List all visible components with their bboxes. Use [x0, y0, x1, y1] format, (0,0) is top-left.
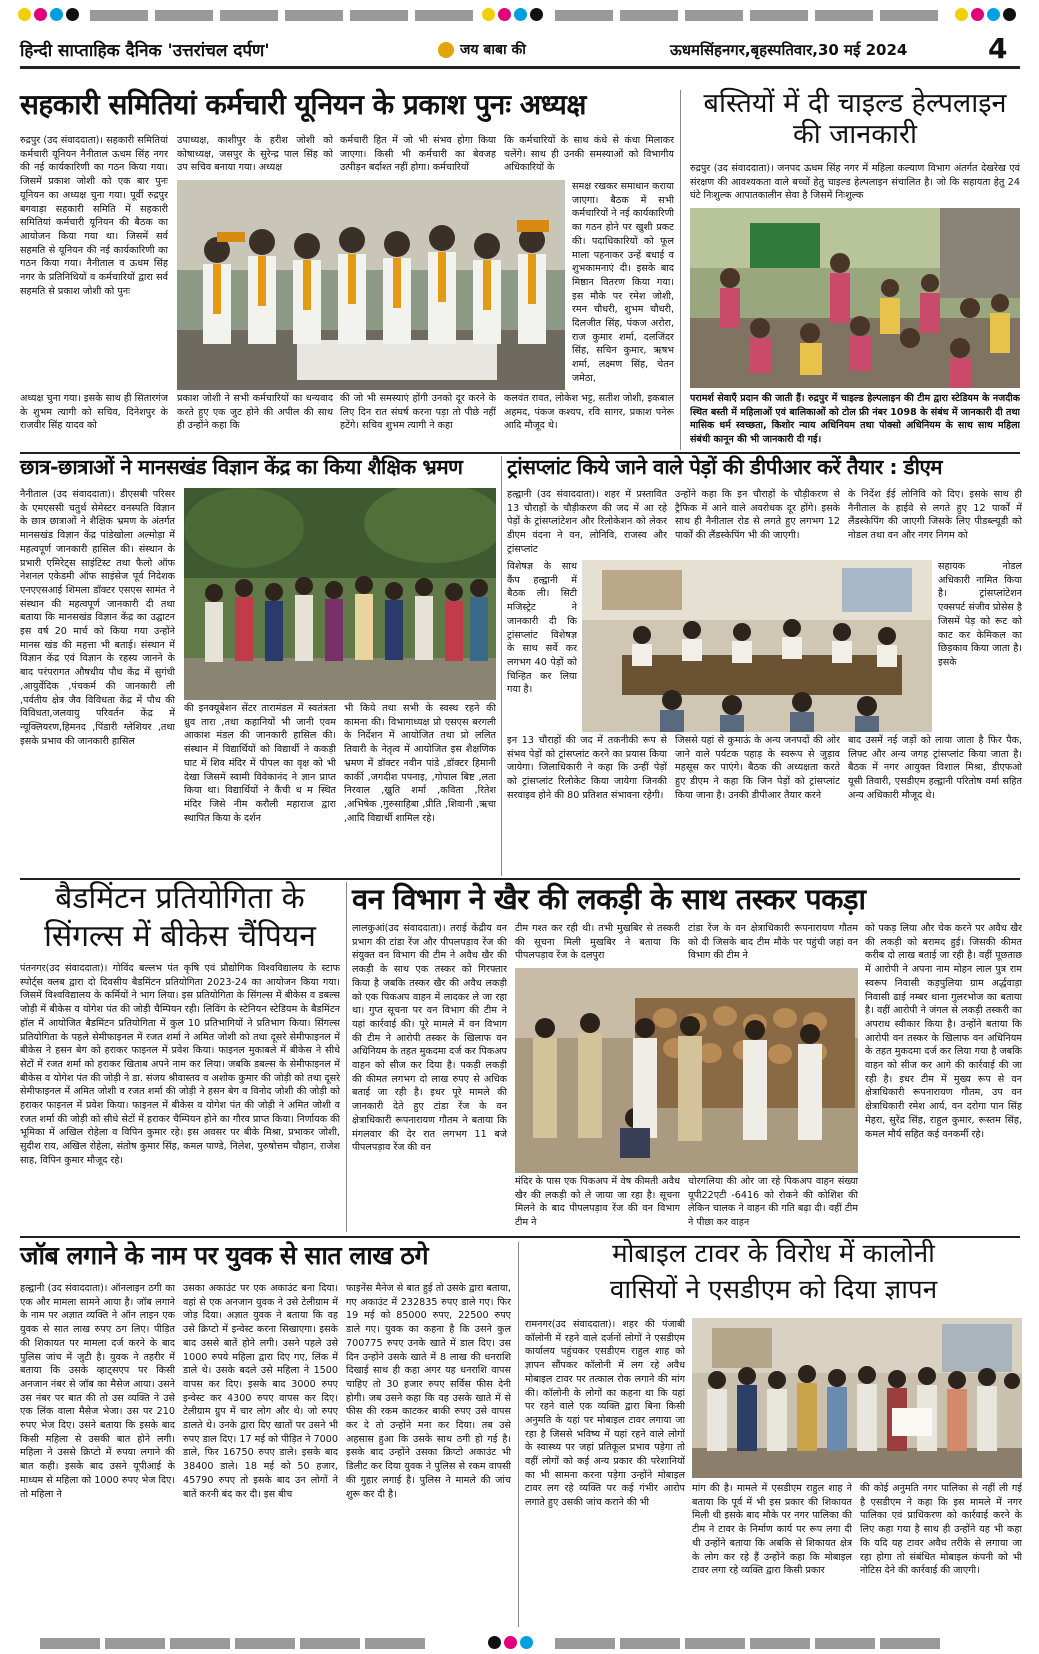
childline-intro: रुद्रपुर (उद संवाददाता)। जनपद ऊधम सिंह नगर में महिला कल्याण विभाग अंतर्गत देखरेख एवं संरक्षण की आवश्यकता वाले बच्चों हेतु चाइल्ड हेल्पलाइन संचालित है। जो कि सहायता हेतु 24 घंटे निःशुल्क आपातकालीन सेवा है जिसमें निःशुल्क	[690, 163, 1020, 202]
dpr-column-3-right: सहायक नोडल अधिकारी नामित किया है। ट्रांसप्लांटेशन एक्सपर्ट संजीव प्रोसेस है जिसमें पेड़ को रूट को काट कर केमिकल का छिड़काव किया जाता है। इसके	[938, 561, 1022, 668]
science-column-2: की इनक्यूबेशन सेंटर तारामंडल में स्वतंत्रता ध्रुव तारा ,तथा कहानियों भी जानी एवम आकाश मंडल की जानकारी हासिल की। संस्थान में विद्यार्थियों को विद्यार्थी ने ककड़ी घाट में शिव मंदिर में पीपल का वृक्ष को भी देखा जिसमें स्वामी विवेकानंद ने ज्ञान प्राप्त किया था। विद्यार्थियों ने कैंची ध म स्थित मंदिर जिसे नीम करौली महाराज द्वारा स्थापित किया के दर्शन	[184, 703, 336, 824]
dpr-column-3-top: के निर्देश ईई लोनिवि को दिए। इसके साथ ही नैनीताल के हाईवे से लगते हुए 12 पार्कों में लैंडस्केपिंग की जाएगी जिसके लिए पीडब्ल्यूडी को नोडल तथा वन और नगर निगम को	[848, 489, 1022, 542]
color-registration-dots-right	[955, 8, 1016, 21]
color-registration-dots-center	[482, 8, 543, 21]
forest-column-2-bottom: मंदिर के पास एक पिकअप में वेष कीमती अवैध खैर की लकड़ी को ले जाया जा रहा है। सूचना मिलने के बाद पीपलपड़ाव रेंज की वन विभाग टीम ने	[515, 1176, 680, 1229]
dpr-meeting-photo	[582, 560, 932, 732]
headline-forest: वन विभाग ने खैर की लकड़ी के साथ तस्कर पकड़ा	[352, 882, 866, 916]
tower-memorandum-photo	[692, 1318, 1022, 1478]
dpr-column-2-top: उन्होंने कहा कि इन चौराहों के चौड़ीकरण से ट्रैफिक में आने वाले अवरोधक दूर होंगे। इसके साथ ही नैनीताल रोड से लगते हुए लगभग 12 पार्कों की लैंडस्केपिंग भी की जाएगी।	[675, 489, 840, 542]
tower-intro: रामनगर(उद संवाददाता)। शहर की पंजाबी कॉलोनी में रहने वाले दर्जनों लोगों ने एसडीएम कार्यालय पहुंचकर एसडीएम राहुल शाह को ज्ञापन सौंपकर कॉलोनी में लग रहे अवैध मोबाइल टावर पर तत्काल रोक लगाने की मांग की। कॉलोनी के लोगों का कहना था कि यहां पर रहने वाले एक व्यक्ति द्वारा बिना किसी अनुमति के यहां पर मोबाइल टावर लगाया जा रहा है जिससे भविष्य में यहां रहने वाले लोगों के स्वास्थ्य पर जहां प्रतिकूल प्रभाव पड़ेगा तो वहीं लोगों को कई अन्य प्रकार की परेशानियों का भी सामना करना पड़ेगा उन्होंने मोबाइल टावर लग रहे व्यक्ति पर कई गंभीर आरोप लगाते हुए उसकी जांच कराने की भी	[525, 1319, 685, 1509]
section-rule	[20, 1236, 1020, 1238]
forest-column-2-top: टीम गश्त कर रही थी। तभी मुखबिर से तस्करी की सूचना मिली मुखबिर ने बताया कि पीपलपड़ाव रेंज के दलपुरा	[515, 923, 680, 962]
section-rule	[20, 878, 1020, 880]
page-number: 4	[988, 32, 1008, 65]
union-column-2-bottom: प्रकाश जोशी ने सभी कर्मचारियों का धन्यवाद करते हुए एक जुट होने की अपील की साथ ही उन्होंने कहा कि	[177, 393, 333, 432]
childline-caption: परामर्श सेवाएँ प्रदान की जाती हैं। रुद्रपुर में चाइल्ड हेल्पलाइन की टीम द्वारा स्टेडियम के नजदीक स्थित बस्ती में महिलाओं एवं बालिकाओं को टोल फ्री नंबर 1098 के संबंध में जानकारी दी तथा मासिक धर्म स्वच्छता, किशोर न्याय अधिनियम तथा पोक्सो अधिनियम के साथ साथ महिला संबंधी कानून की भी जानकारी दी गई।	[690, 393, 1020, 445]
color-registration-dots-left	[18, 8, 79, 21]
childline-awareness-photo	[690, 208, 1020, 388]
union-column-4-right: समक्ष रखकर समाधान कराया जाएगा। बैठक में सभी कर्मचारियों ने नई कार्यकारिणी का गठन होने पर खुशी प्रकट की। पदाधिकारियों को फूल माला पहनाकर उन्हें बधाई व शुभकामनाएं दी। इसके बाद मिष्ठान वितरण किया गया। इस मौके पर रमेश जोशी, रमन चौधरी, शुभम चौधरी, दिलजीत सिंह, पंकज अरोरा, राज कुमार शर्मा, दलजिंदर सिंह, सचिन कुमार, ऋषभ शर्मा, लक्ष्मण सिंह, चेतन जमेठा,	[572, 181, 674, 384]
headline-science: छात्र-छात्राओं ने मानसखंड विज्ञान केंद्र का किया शैक्षिक भ्रमण	[20, 455, 463, 479]
tower-column-3: की कोई अनुमति नगर पालिका से नहीं ली गई है एसडीएम ने कहा कि इस मामले में नगर पालिका एवं प्राधिकरण को कार्रवाई करने के लिए कहा गया है साथ ही उन्होंने यह भी कहा कि यदि यह टावर अवैध तरीके से लगाया जा रहा होगा तो संबंधित मोबाइल कंपनी को भी नोटिस देने की कार्रवाई की जाएगी।	[860, 1483, 1022, 1577]
union-column-1-bottom: अध्यक्ष चुना गया। इसके साथ ही सितारगंज के शुभम त्यागी को सचिव, दिनेशपुर के राजवीर सिंह यादव को	[20, 393, 168, 432]
science-students-photo	[184, 488, 496, 700]
print-registration-strip	[0, 0, 1039, 30]
dpr-column-1-bottom: इन 13 चौराहों की जद में तकनीकी रूप से संभव पेड़ों को ट्रांसप्लांट करने का प्रयास किया जायेगा। जिलाधिकारी ने कहा कि उन्हीं पेड़ों को ट्रांसप्लांट रिलोकेट किया जायेगा जिनकी सरवाइव होने की 80 प्रतिशत संभावना रहेगी।	[507, 735, 667, 801]
fraud-column-1: हल्द्वानी (उद संवाददाता)। ऑनलाइन ठगी का एक और मामला सामने आया है। जॉब लगाने के नाम पर अज्ञात व्यक्ति ने ऑन लाइन एक युवक से सात लाख रुपए ठग लिए। पीड़ित की शिकायत पर मामला दर्ज करने के बाद पुलिस जांच में जुटी है। युवक ने तहरीर में बताया कि उसके व्हाट्सएप पर किसी अनजान नंबर से जॉब का मैसेज आया। उसने उस नंबर पर बात की तो उस व्यक्ति ने उसे एक लिंक वाला मैसेज भेजा। उस पर 210 रुपए भेज दिए। उसने बताया कि इसके बाद किसी महिला से उसकी बात होने लगी। महिला ने उससे क्रिप्टो में रुपया लगाने की बात कही। इसके बाद उसने यूपीआई के माध्यम से महिला को 1000 रुपए भेज दिए। तो महिला ने	[20, 1283, 175, 1500]
dpr-column-3-bottom: बाद उसमें नई जड़ों को लाया जाता है फिर पैक, लिफ्ट और अन्य जगह ट्रांसप्लांट किया जाता है। बैठक में नगर आयुक्त विशाल मिश्रा, डीएफओ यूसी तिवारी, एसडीएम हल्द्वानी परितोष वर्मा सहित अन्य अधिकारी मौजूद थे।	[848, 735, 1022, 801]
section-rule	[20, 452, 1020, 454]
headline-tower-line-2: वासियों ने एसडीएम को दिया ज्ञापन	[609, 1275, 938, 1305]
headline-childline: बस्तियों में दी चाइल्ड हेल्पलाइन की जानकारी	[703, 88, 1007, 151]
union-group-photo	[177, 180, 565, 390]
dpr-column-1-left: विशेषज्ञ के साथ कैंप हल्द्वानी में बैठक ली। सिटी मजिस्ट्रेट ने जानकारी दी कि ट्रांसप्लांट विशेषज्ञ के साथ सर्वे कर लगभग 40 पेड़ों को चिन्हित कर लिया गया है।	[507, 561, 577, 696]
forest-column-4: को पकड़ लिया और चेक करने पर अवैध खैर की लकड़ी को बरामद हुई। जिसकी कीमत करीब दो लाख बताई जा रही है। वहीं पूछताछ में आरोपी ने अपना नाम मोहन लाल पुत्र राम स्वरूप निवासी कड़पुलिया ग्राम अर्द्धवाड़ा निवासी ढाई नम्बर थाना गुलरभोज का बताया है। वहीं आरोपी ने जंगल से लकड़ी तस्करी का अपराध स्वीकार किया है। उन्होंने बताया कि आरोपी वन तस्कर के खिलाफ वन अधिनियम के तहत मुकदमा दर्ज कर लिया गया है जबकि वाहन को सीज कर आगे की कार्रवाई की जा रही है। इधर टीम में मुख्य रूप से वन क्षेत्राधिकारी रूपनारायण गौतम, उप वन क्षेत्राधिकारी रमेश आर्य, वन दरोगा पान सिंह मेहरा, सुरेंद्र सिंह, राहुल कुमार, रूस्तम सिंह, कमल मौर्य सहित कई वनकर्मी रहे।	[865, 923, 1022, 1140]
headline-fraud: जॉब लगाने के नाम पर युवक से सात लाख ठगे	[20, 1241, 429, 1270]
sun-emblem-icon	[438, 42, 454, 58]
headline-badminton-line-1: बैडमिंटन प्रतियोगिता के	[55, 881, 305, 916]
headline-dpr: ट्रांसप्लांट किये जाने वाले पेड़ों की डीपीआर करें तैयार : डीएम	[507, 455, 943, 479]
column-divider	[680, 90, 681, 450]
forest-column-3-top: टांडा रेंज के वन क्षेत्राधिकारी रूपनारायण गौतम को दी जिसके बाद टीम मौके पर पहुंची जहां वन विभाग की टीम ने	[688, 923, 858, 962]
masthead-slogan: जय बाबा की	[460, 42, 526, 58]
science-column-1: नैनीताल (उद संवाददाता)। डीएसबी परिसर के एमएससी चतुर्थ सेमेस्टर वनस्पति विज्ञान के छात्र छात्राओं ने शैक्षिक भ्रमण के अंतर्गत मानसखंड विज्ञान केंद्र पांडेखोला अल्मोड़ा में महत्वपूर्ण जानकारी हासिल की। संस्थान के प्रभारी एमिरेट्स साइंटिस्ट तथा फैलो ऑफ नेशनल एकेडमी ऑफ साइंसेज पूर्व निदेशक एनएएसआई शिमला डॉक्टर एसएस सामंत ने संस्थान की महत्वपूर्ण जानकारी दी तथा बताया कि मानसखंड विज्ञान केंद्र का उद्घाटन इस वर्ष 20 मार्च को किया गया उन्होंने मानस खंड की महत्ता भी बताई। संस्थान में विज्ञान केंद्र एवं विज्ञान के रहस्य जानने के बाद परंपरागत औषधीय पौध केंद्र में सुगंधी ,आयुर्वेदिक ,पंचकर्म की जानकारी ली ,पर्वतीय क्षेत्र जैव विविधता केंद्र में पौध की विविधता,जलवायु परिवर्तन केंद्र में न्यूक्लियरण,हिमनद ,पिंडारी ग्लेशियर ,तथा इसके प्रभाव की जानकारी हासिल	[20, 489, 175, 747]
color-registration-dots-bottom	[488, 1636, 533, 1649]
union-column-3-bottom: की जो भी समस्याएं होंगी उनको दूर करने के लिए दिन रात संघर्ष करना पड़ा तो पीछे नहीं हटेंगे। सचिव शुभम त्यागी ने कहा	[340, 393, 496, 432]
page-masthead	[20, 34, 1020, 69]
forest-seized-wood-photo	[515, 968, 858, 1173]
union-column-4-top: कि कर्मचारियों के साथ कंधे से कंधा मिलाकर चलेंगे। साथ ही उनकी समस्याओं को विभागीय अधिकारियों के	[504, 135, 674, 174]
headline-tower-line-1: मोबाइल टावर के विरोध में कालोनी	[612, 1239, 935, 1269]
union-column-1: रुद्रपुर (उद संवाददाता)। सहकारी समितियां कर्मचारी यूनियन नैनीताल ऊधम सिंह नगर की नई कार्यकारिणी का गठन किया गया। जिसमें प्रकाश जोशी को एक बार पुनः यूनियन का अध्यक्ष चुना गया। पूर्वी रुद्रपुर बगवाड़ा सहकारी समिति में सहकारी समितियां कर्मचारी यूनियन की बैठक का आयोजन किया गया था। जिसमें सर्व सहमति से यूनियन की नई कार्यकारिणी का गठन किया गया। नैनीताल व ऊधम सिंह नगर के प्रतिनिधियों व कर्मचारियों द्वारा सर्व सहमति से प्रकाश जोशी को पुनः	[20, 135, 168, 297]
dpr-column-2-bottom: जिससे यहां से कुमाऊं के अन्य जनपदों की ओर जाने वाले पर्यटक पहाड़ के स्वरूप से जुड़ाव महसूस कर पाएंगे। बैठक की अध्यक्षता करते हुए डीएम ने कहा कि जिन पेड़ों को ट्रांसप्लांट किया जाना है। उनकी डीपीआर तैयार करने	[675, 735, 840, 801]
union-column-4-bottom: कलवंत रावत, लोकेश भट्ट, सतीश जोशी, इकबाल अहमद, पंकज कश्यप, रवि सागर, प्रकाश पनेरू आदि मौजूद थे।	[504, 393, 674, 432]
column-divider	[346, 882, 347, 1232]
badminton-body: पंतनगर(उद संवाददाता)। गोविंद बल्लभ पंत कृषि एवं प्रौद्योगिक विश्वविद्यालय के स्टाफ स्पोर्ट्स क्लब द्वारा दो दिवसीय बैडमिंटन प्रतियोगिता 2023-24 का आयोजन किया गया। जिसमें विश्वविद्यालय के कर्मियों ने भाग लिया। इस प्रतियोगिता के सिंगल्स में बीकेस व डबल्स जोड़ी में बीकेस व योगेश पंत की जोड़ी चैम्पियन रही। लिविंग के स्टेनियन स्टेडियम के बैडमिंटन हॉल में आयोजित बैडमिंटन प्रतियोगिता में कुल 10 प्रतिभागियों ने प्रतिभाग किया। सिंगल्स प्रतियोगिता के पहले सेमीफाइनल में रजत शर्मा ने अमित जोशी को तथा दूसरे सेमीफाइनल में बीकेस ने हसन बेग को हराकर फाइनल में प्रवेश किया। फाइनल मुकाबले में बीकेस ने सीधे सेटों में रजत शर्मा को हराकर खिताब अपने नाम कर लिया। जबकि डबल्स के सेमीफाइनल में बीकेस व योगेश पंत की जोड़ी ने डा. संजय श्रीवास्तव व अशोक कुमार की जोड़ी को तथा दूसरे सेमीफाइनल में अमित जोशी व रजत शर्मा की जोड़ी ने हसन बेग व विनोद जोशी की जोड़ी को हराकर फाइनल में प्रवेश किया। फाइनल में बीकेस व योगेश पंत की जोड़ी ने अमित जोशी व रजत शर्मा की जोड़ी को सीधे सेटों में हराकर चैम्पियन होने का गौरव प्राप्त किया। निर्णायक की भूमिका में अखिल रोहेला व विपिन कुमार रहे। इस अवसर पर बीके मिश्रा, प्रभाकर जोशी, सुदीश राय, अखिल रोहेला, संतोष कुमार सिंह, कमल पाण्डे, निलेश, पुरुषोत्तम चौहान, राजेश साह, विपिन कुमार मौजूद रहे।	[20, 963, 340, 1166]
print-footer-strip	[0, 1632, 1039, 1654]
headline-badminton-line-2: सिंगल्स में बीकेस चैंपियन	[44, 919, 316, 954]
forest-column-1: लालकुआं(उद संवाददाता)। तराई केंद्रीय वन प्रभाग की टांडा रेंज और पीपलपड़ाव रेंज की संयुक्त वन विभाग की टीम ने अवैध खैर की लकड़ी के साथ एक तस्कर को गिरफ्तार किया है जबकि तस्कर खैर की अवैध लकड़ी को एक पिकअप वाहन में लादकर ले जा रहा था। गुप्त सूचना पर वन विभाग की टीम ने यहां कार्रवाई की। पूरे मामले में वन विभाग की टीम ने आरोपी तस्कर के खिलाफ वन अधिनियम के तहत मुकदमा दर्ज कर पिकअप वाहन को सीज कर दिया है। पकड़ी लकड़ी की कीमत लगभग दो लाख रुपए से अधिक बताई जा रही है। इधर पूरे मामले की जानकारी देते हुए टांडा रेंज के वन क्षेत्राधिकारी रूपनारायण गौतम ने बताया कि मंगलवार की देर रात लगभग 11 बजे पीपलपड़ाव रेंज की वन	[352, 923, 507, 1154]
fraud-column-2: उसका अकाउंट पर एक अकाउंट बना दिया। वहां से एक अनजान युवक ने उसे टेलीग्राम में जोड़ दिया। अज्ञात युवक ने बताया कि वह उसे क्रिप्टो में इन्वेस्ट करना सिखाएगा। इसके बाद उससे बातें होने लगी। उसने पहले उसे 1000 रुपये महिला द्वारा दिए गए, लिंक में डाले थे। उसके बदले उसे महिला ने 1500 वापस कर दिए। इसके बाद 3000 रुपए इन्वेस्ट कर 4300 रुपए वापस कर दिए। टेलीग्राम ग्रुप में चार लोग और थे। जो रुपए डालते थे। उनके द्वारा दिए खातों पर उसने भी रुपए डाल दिए। 17 मई को पीड़ित ने 7000 डाले, फिर 16750 रुपए डाले। इसके बाद 38400 डाले। 18 मई को 50 हजार, 45790 रुपए तो इसके बाद उन लोगों ने बातें करनी बंद कर दी। इस बीच	[183, 1283, 338, 1500]
column-divider	[501, 456, 502, 876]
union-column-2-top: उपाध्यक्ष, काशीपुर के हरीश जोशी को कोषाध्यक्ष, जसपुर के सुरेन्द्र पाल सिंह को उप सचिव बनाया गया। अध्यक्ष	[177, 135, 333, 174]
union-column-3-top: कर्मचारी हित में जो भी संभव होगा किया जाएगा। किसी भी कर्मचारी का बेवजह उत्पीड़न बर्दाश्त नहीं होगा। कर्मचारियों	[340, 135, 496, 174]
headline-union: सहकारी समितियां कर्मचारी यूनियन के प्रकाश पुनः अध्यक्ष	[20, 88, 586, 121]
science-column-3: भी किये तथा सभी के स्वस्थ रहने की कामना की। विभागाध्यक्ष प्रो एसएस बरगली के निर्देशन में आयोजित तथा प्रो ललित तिवारी के नेतृत्व में आयोजित इस शैक्षणिक भ्रमण में डॉक्टर नवीन पांडे ,डॉक्टर हिमानी कार्की ,जगदीश पपनाइ, ,गोपाल बिष्ट ,लता निरवाल ,ख्रुति शर्मा ,कविता ,रितेश ,अभिषेक ,गुरुसाहिबा ,प्रीति ,शिवानी ,ऋचा ,आदि विद्यार्थी शामिल रहे।	[344, 703, 496, 824]
newspaper-name: हिन्दी साप्ताहिक दैनिक 'उत्तरांचल दर्पण'	[20, 41, 270, 61]
column-divider	[518, 1242, 519, 1627]
forest-column-3-bottom: चोरगलिया की ओर जा रहे पिकअप वाहन संख्या यूपी22एटी -6416 को रोकने की कोशिश की लेकिन चालक ने वाहन की गति बढ़ा दी। वहीं टीम ने पीछा कर वाहन	[688, 1176, 858, 1229]
fraud-column-3: फाइनेंस मैनेज से बात हुई तो उसके द्वारा बताया, गए अकाउंट में 232835 रुपए डाले गए। फिर 19 मई को 85000 रुपए, 22500 रुपए डाले गए। युवक का कहना है कि उसने कुल 700775 रुपए उनके खाते में डाल दिए। उस दिन उन्होंने उसके खाते में 8 लाख की धनराशि दिखाई साथ ही कहा अगर यह धनराशि वापस चाहिए तो 30 हजार रुपए सर्विस फीस देनी होगी। जब उसने कहा कि वह उसके खाते में से फीस की रकम काटकर बाकी रुपए उसे वापस कर दे तो उन्होंने मना कर दिया। तब उसे अहसास हुआ कि उसके साथ ठगी हो गई है। इसके बाद उन्होंने उसका क्रिप्टो अकाउंट भी डिलीट कर दिया युवक ने पुलिस से रकम वापसी की गुहार लगाई है। पुलिस ने मामले की जांच शुरू कर दी है।	[346, 1283, 511, 1500]
tower-column-2: मांग की है। मामले में एसडीएम राहुल शाह ने बताया कि पूर्व में भी इस प्रकार की शिकायत मिली थी इसके बाद मौके पर नगर पालिका की टीम ने टावर के निर्माण कार्य पर रूप लगा दी थी उन्होंने बताया कि अबकि से शिकायत क्षेत्र के लोग कर रहे हैं उन्होंने कहा कि मोबाइल टावर लगा रहे व्यक्ति द्वारा किसी प्रकार	[692, 1483, 852, 1577]
dpr-column-1-top: हल्द्वानी (उद संवाददाता)। शहर में प्रस्तावित 13 चौराहों के चौड़ीकरण की जद में आ रहे पेड़ों के ट्रांसप्लांटेशन और रिलोकेशन को लेकर डीएम वंदना ने वन, लोनिवि, राजस्व और ट्रांसप्लांट	[507, 489, 667, 555]
dateline: ऊधमसिंहनगर,बृहस्पतिवार,30 मई 2024	[670, 41, 908, 59]
